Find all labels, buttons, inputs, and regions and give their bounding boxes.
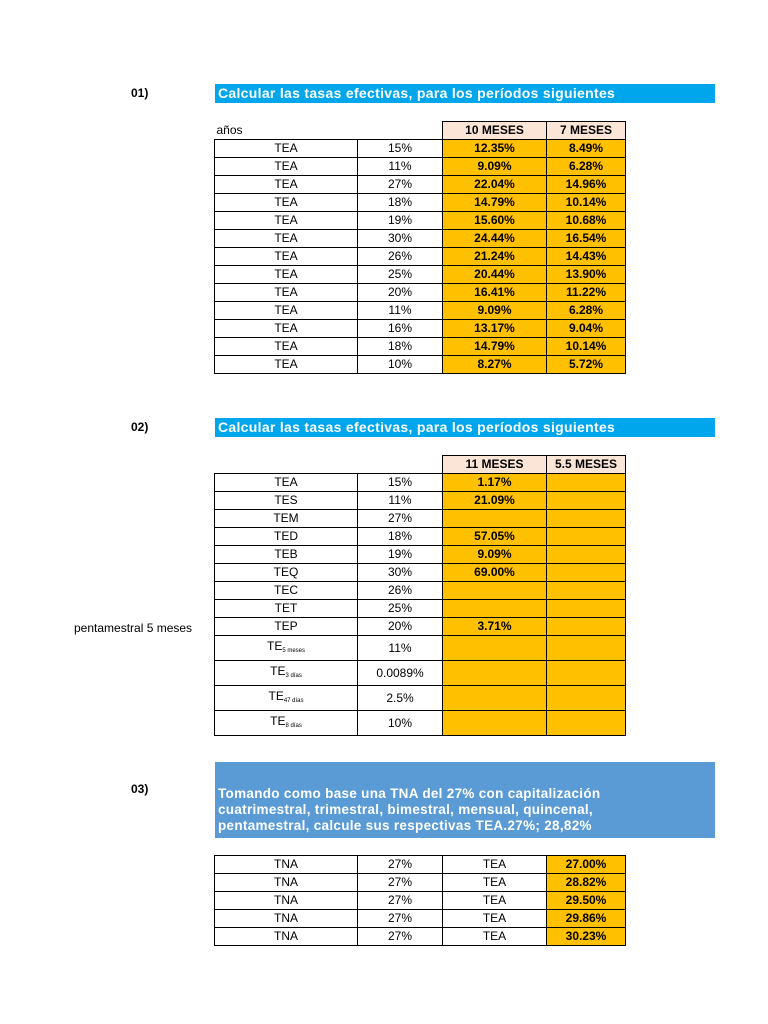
section1-number: 01) (131, 86, 149, 100)
table-row (215, 230, 626, 248)
header-blank-cell (215, 456, 358, 474)
table-row (215, 338, 626, 356)
table-row (215, 510, 626, 528)
section2-header-row (215, 456, 626, 474)
rate-type-cell: TEA (215, 338, 358, 356)
result-cell: 8.27% (443, 356, 547, 374)
rate-value-cell: 11% (358, 492, 443, 510)
rate-type-label: TET (274, 601, 298, 615)
header-blank-cell (358, 456, 443, 474)
result-cell (547, 510, 626, 528)
header-blank-cell (358, 122, 443, 140)
rate-type-cell: TEA (215, 248, 358, 266)
target-type-cell: TEA (443, 874, 547, 892)
result-cell: 27.00% (547, 856, 626, 874)
rate-type-cell (215, 582, 358, 600)
section1-title-banner: Calcular las tasas efectivas, para los períodos siguientes (215, 84, 715, 103)
table-row (215, 356, 626, 374)
section1-table (214, 121, 626, 374)
rate-type-label: TE (270, 664, 286, 678)
rate-type-cell: TNA (215, 928, 358, 946)
result-cell: 5.72% (547, 356, 626, 374)
rate-type-cell: TEA (215, 266, 358, 284)
table-row (215, 284, 626, 302)
target-type-cell: TEA (443, 892, 547, 910)
target-type-cell: TEA (443, 910, 547, 928)
result-cell: 3.71% (443, 618, 547, 636)
result-cell: 20.44% (443, 266, 547, 284)
rate-type-cell (215, 636, 358, 661)
result-cell (547, 564, 626, 582)
rate-type-cell (215, 474, 358, 492)
rate-type-cell (215, 492, 358, 510)
table-row (215, 892, 626, 910)
result-cell (443, 636, 547, 661)
table-row (215, 140, 626, 158)
section3-statement-banner (215, 762, 715, 838)
result-cell (443, 661, 547, 686)
rate-type-cell: TEA (215, 176, 358, 194)
result-cell (547, 474, 626, 492)
section3-table (214, 855, 626, 946)
rate-type-label: TEP (274, 619, 298, 633)
rate-type-label: TEC (274, 583, 298, 597)
table-row (215, 928, 626, 946)
table-row (215, 528, 626, 546)
rate-value-cell: 18% (358, 194, 443, 212)
rate-value-cell: 25% (358, 266, 443, 284)
table-row (215, 856, 626, 874)
result-cell (547, 600, 626, 618)
rate-type-cell: TNA (215, 856, 358, 874)
rate-value-cell: 30% (358, 230, 443, 248)
rate-value-cell: 16% (358, 320, 443, 338)
rate-type-cell: TEA (215, 356, 358, 374)
result-cell: 13.90% (547, 266, 626, 284)
rate-value-cell: 30% (358, 564, 443, 582)
table-row (215, 686, 626, 711)
rate-value-cell: 19% (358, 212, 443, 230)
result-cell: 22.04% (443, 176, 547, 194)
result-cell: 1.17% (443, 474, 547, 492)
result-cell (547, 686, 626, 711)
table-row (215, 582, 626, 600)
result-cell: 8.49% (547, 140, 626, 158)
rate-type-subscript: 5 meses (282, 648, 306, 654)
result-cell: 9.04% (547, 320, 626, 338)
rate-value-cell: 0.0089% (358, 661, 443, 686)
rate-value-cell: 2.5% (358, 686, 443, 711)
rate-type-cell (215, 711, 358, 736)
rate-value-cell: 15% (358, 474, 443, 492)
result-cell: 14.79% (443, 338, 547, 356)
rate-type-label: TES (274, 493, 298, 507)
result-cell: 16.54% (547, 230, 626, 248)
rate-type-cell (215, 618, 358, 636)
result-cell: 29.86% (547, 910, 626, 928)
result-cell: 57.05% (443, 528, 547, 546)
rate-type-label: TEB (274, 547, 298, 561)
rate-value-cell: 27% (358, 928, 443, 946)
rate-value-cell: 26% (358, 248, 443, 266)
section3-number: 03) (131, 782, 149, 796)
result-cell: 6.28% (547, 158, 626, 176)
rate-value-cell: 27% (358, 856, 443, 874)
rate-value-cell: 18% (358, 528, 443, 546)
result-cell (443, 600, 547, 618)
table-row (215, 474, 626, 492)
rate-value-cell: 10% (358, 356, 443, 374)
result-cell: 16.41% (443, 284, 547, 302)
result-cell: 14.96% (547, 176, 626, 194)
result-cell: 6.28% (547, 302, 626, 320)
section3-line-2: cuatrimestral, trimestral, bimestral, mensual, quincenal, (218, 802, 593, 817)
rate-value-cell: 10% (358, 711, 443, 736)
table-row (215, 600, 626, 618)
table-row (215, 564, 626, 582)
rate-type-cell: TEA (215, 212, 358, 230)
result-cell (547, 636, 626, 661)
section2-number: 02) (131, 420, 149, 434)
rate-type-label: TED (274, 529, 298, 543)
result-cell: 10.14% (547, 338, 626, 356)
table-row (215, 910, 626, 928)
rate-value-cell: 11% (358, 158, 443, 176)
rate-type-cell: TNA (215, 892, 358, 910)
rate-type-cell: TEA (215, 194, 358, 212)
result-cell: 29.50% (547, 892, 626, 910)
rate-type-label: TE (268, 689, 284, 703)
result-cell: 10.14% (547, 194, 626, 212)
table-row (215, 158, 626, 176)
result-cell: 14.79% (443, 194, 547, 212)
result-cell: 9.09% (443, 302, 547, 320)
rate-type-cell: TEA (215, 230, 358, 248)
section2-side-label: pentamestral 5 meses (74, 621, 193, 635)
result-cell (547, 546, 626, 564)
result-cell (443, 510, 547, 528)
rate-type-label: TEM (273, 511, 299, 525)
column-header: 7 MESES (547, 122, 626, 140)
table-row (215, 266, 626, 284)
section2-title-banner: Calcular las tasas efectivas, para los períodos siguientes (215, 418, 715, 437)
rate-type-cell (215, 564, 358, 582)
rate-type-cell (215, 528, 358, 546)
rate-type-cell (215, 510, 358, 528)
result-cell (547, 661, 626, 686)
result-cell (443, 582, 547, 600)
result-cell: 30.23% (547, 928, 626, 946)
result-cell (547, 492, 626, 510)
result-cell: 10.68% (547, 212, 626, 230)
rate-type-label: TE (270, 714, 286, 728)
table-row (215, 176, 626, 194)
table-row (215, 212, 626, 230)
rate-type-cell: TNA (215, 910, 358, 928)
result-cell: 24.44% (443, 230, 547, 248)
rate-type-subscript: 47 días (283, 698, 304, 704)
rate-value-cell: 25% (358, 600, 443, 618)
rate-value-cell: 27% (358, 510, 443, 528)
result-cell: 15.60% (443, 212, 547, 230)
rate-value-cell: 27% (358, 176, 443, 194)
rate-type-cell: TNA (215, 874, 358, 892)
rate-type-cell (215, 661, 358, 686)
rate-type-label: TEA (274, 475, 298, 489)
rate-type-cell (215, 546, 358, 564)
table-row (215, 711, 626, 736)
table-row (215, 618, 626, 636)
table-row (215, 492, 626, 510)
rate-type-cell: TEA (215, 320, 358, 338)
rate-type-cell (215, 686, 358, 711)
rate-value-cell: 26% (358, 582, 443, 600)
section1-header-row (215, 122, 626, 140)
table-row (215, 194, 626, 212)
column-header: 11 MESES (443, 456, 547, 474)
rate-type-cell: TEA (215, 284, 358, 302)
section1-unit-label: años (216, 122, 243, 137)
result-cell (547, 618, 626, 636)
column-header: 5.5 MESES (547, 456, 626, 474)
column-header: 10 MESES (443, 122, 547, 140)
rate-value-cell: 20% (358, 284, 443, 302)
result-cell: 11.22% (547, 284, 626, 302)
rate-value-cell: 15% (358, 140, 443, 158)
section3-line-3: pentamestral, calcule sus respectivas TEA.27%; 28,82% (218, 818, 592, 833)
result-cell: 21.24% (443, 248, 547, 266)
table-row (215, 248, 626, 266)
rate-value-cell: 18% (358, 338, 443, 356)
table-row (215, 661, 626, 686)
table-row (215, 546, 626, 564)
result-cell: 13.17% (443, 320, 547, 338)
section2-table (214, 455, 626, 736)
result-cell: 28.82% (547, 874, 626, 892)
rate-type-cell: TEA (215, 140, 358, 158)
rate-type-cell: TEA (215, 158, 358, 176)
table-row (215, 874, 626, 892)
result-cell (547, 528, 626, 546)
result-cell (547, 711, 626, 736)
section3-line-1: Tomando como base una TNA del 27% con capitalización (218, 786, 601, 801)
result-cell: 14.43% (547, 248, 626, 266)
result-cell: 21.09% (443, 492, 547, 510)
rate-value-cell: 11% (358, 302, 443, 320)
table-row (215, 302, 626, 320)
rate-value-cell: 20% (358, 618, 443, 636)
rate-type-label: TEQ (273, 565, 299, 579)
result-cell: 9.09% (443, 158, 547, 176)
result-cell (443, 686, 547, 711)
rate-value-cell: 27% (358, 910, 443, 928)
rate-type-subscript: 8 días (285, 723, 302, 729)
result-cell: 12.35% (443, 140, 547, 158)
target-type-cell: TEA (443, 928, 547, 946)
rate-type-subscript: 3 días (285, 673, 302, 679)
rate-value-cell: 27% (358, 874, 443, 892)
rate-type-cell (215, 600, 358, 618)
table-row (215, 320, 626, 338)
result-cell: 69.00% (443, 564, 547, 582)
rate-type-cell: TEA (215, 302, 358, 320)
rate-value-cell: 11% (358, 636, 443, 661)
result-cell: 9.09% (443, 546, 547, 564)
table-row (215, 636, 626, 661)
target-type-cell: TEA (443, 856, 547, 874)
result-cell (547, 582, 626, 600)
result-cell (443, 711, 547, 736)
rate-value-cell: 27% (358, 892, 443, 910)
rate-type-label: TE (266, 639, 283, 653)
rate-value-cell: 19% (358, 546, 443, 564)
